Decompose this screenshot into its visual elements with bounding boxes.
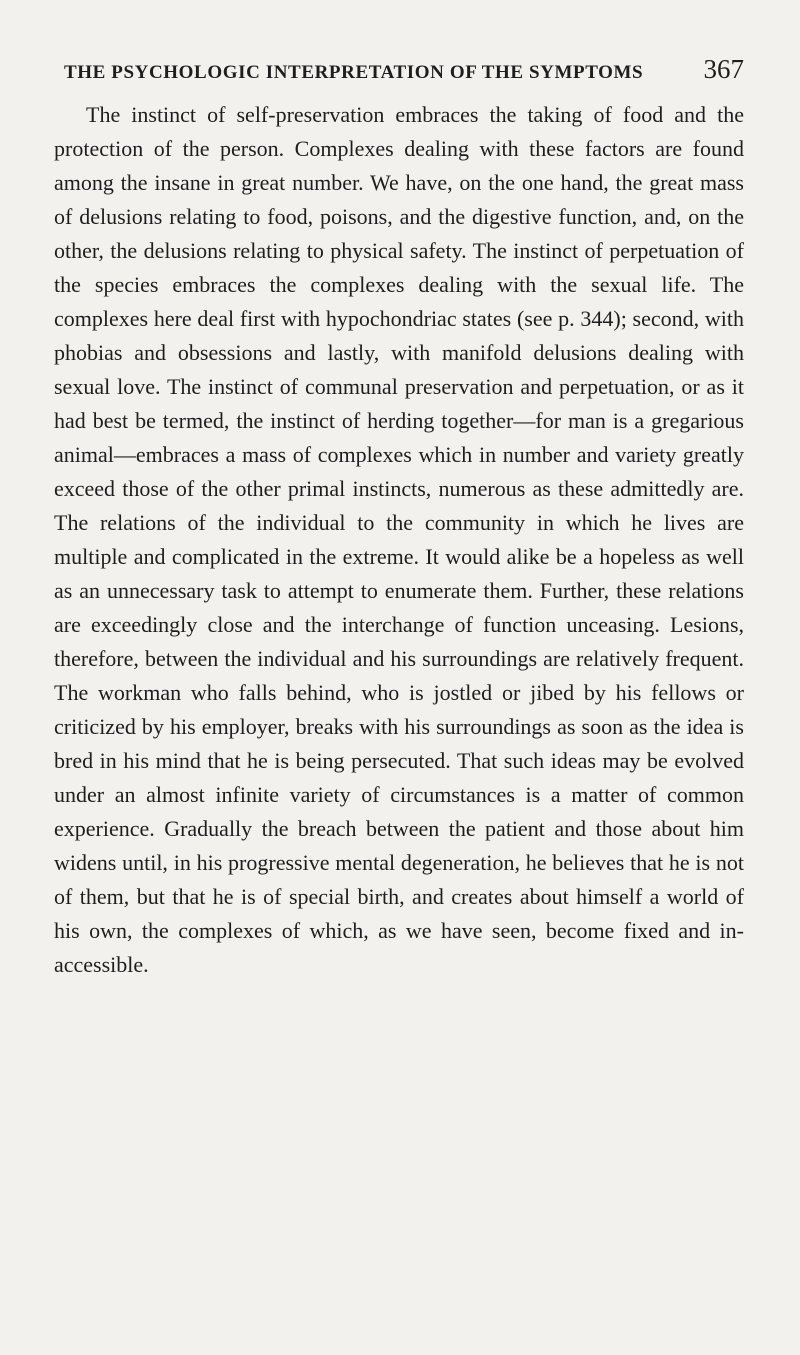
page-number: 367: [703, 54, 744, 84]
running-title: THE PSYCHOLOGIC INTERPRETATION OF THE SYMPTOMS: [64, 62, 644, 83]
body-paragraph: The instinct of self-preservation embraces the taking of food and the protection of the person. Complexes dealing with these factors are found among the insane in great number. We have, on the one hand, the great mass of delusions relating to food, poisons, and the digestive function, and, on the other, the delusions relating to physical safety. The instinct of perpetuation of the species embraces the complexes dealing with the sexual life. The complexes here deal first with hypochondriac states (see p. 344); second, with phobias and obsessions and lastly, with manifold delusions dealing with sexual love. The instinct of communal preservation and perpetuation, or as it had best be termed, the instinct of herding together—for man is a gregarious animal—embraces a mass of complexes which in number and variety greatly exceed those of the other primal instincts, numerous as these admittedly are. The relations of the individual to the community in which he lives are multiple and complicated in the extreme. It would alike be a hopeless as well as an unnecessary task to attempt to enumerate them. Further, these relations are exceedingly close and the interchange of function unceasing. Lesions, therefore, between the individual and his surroundings are relatively frequent. The workman who falls behind, who is jostled or jibed by his fellows or criticized by his employer, breaks with his surroundings as soon as the idea is bred in his mind that he is being persecuted. That such ideas may be evolved under an almost infinite variety of circumstances is a matter of common experience. Gradually the breach between the patient and those about him widens until, in his progressive mental degeneration, he believes that he is not of them, but that he is of special birth, and creates about himself a world of his own, the complexes of which, as we have seen, become fixed and inaccessible.: [54, 102, 744, 977]
running-header: [64, 56, 744, 84]
